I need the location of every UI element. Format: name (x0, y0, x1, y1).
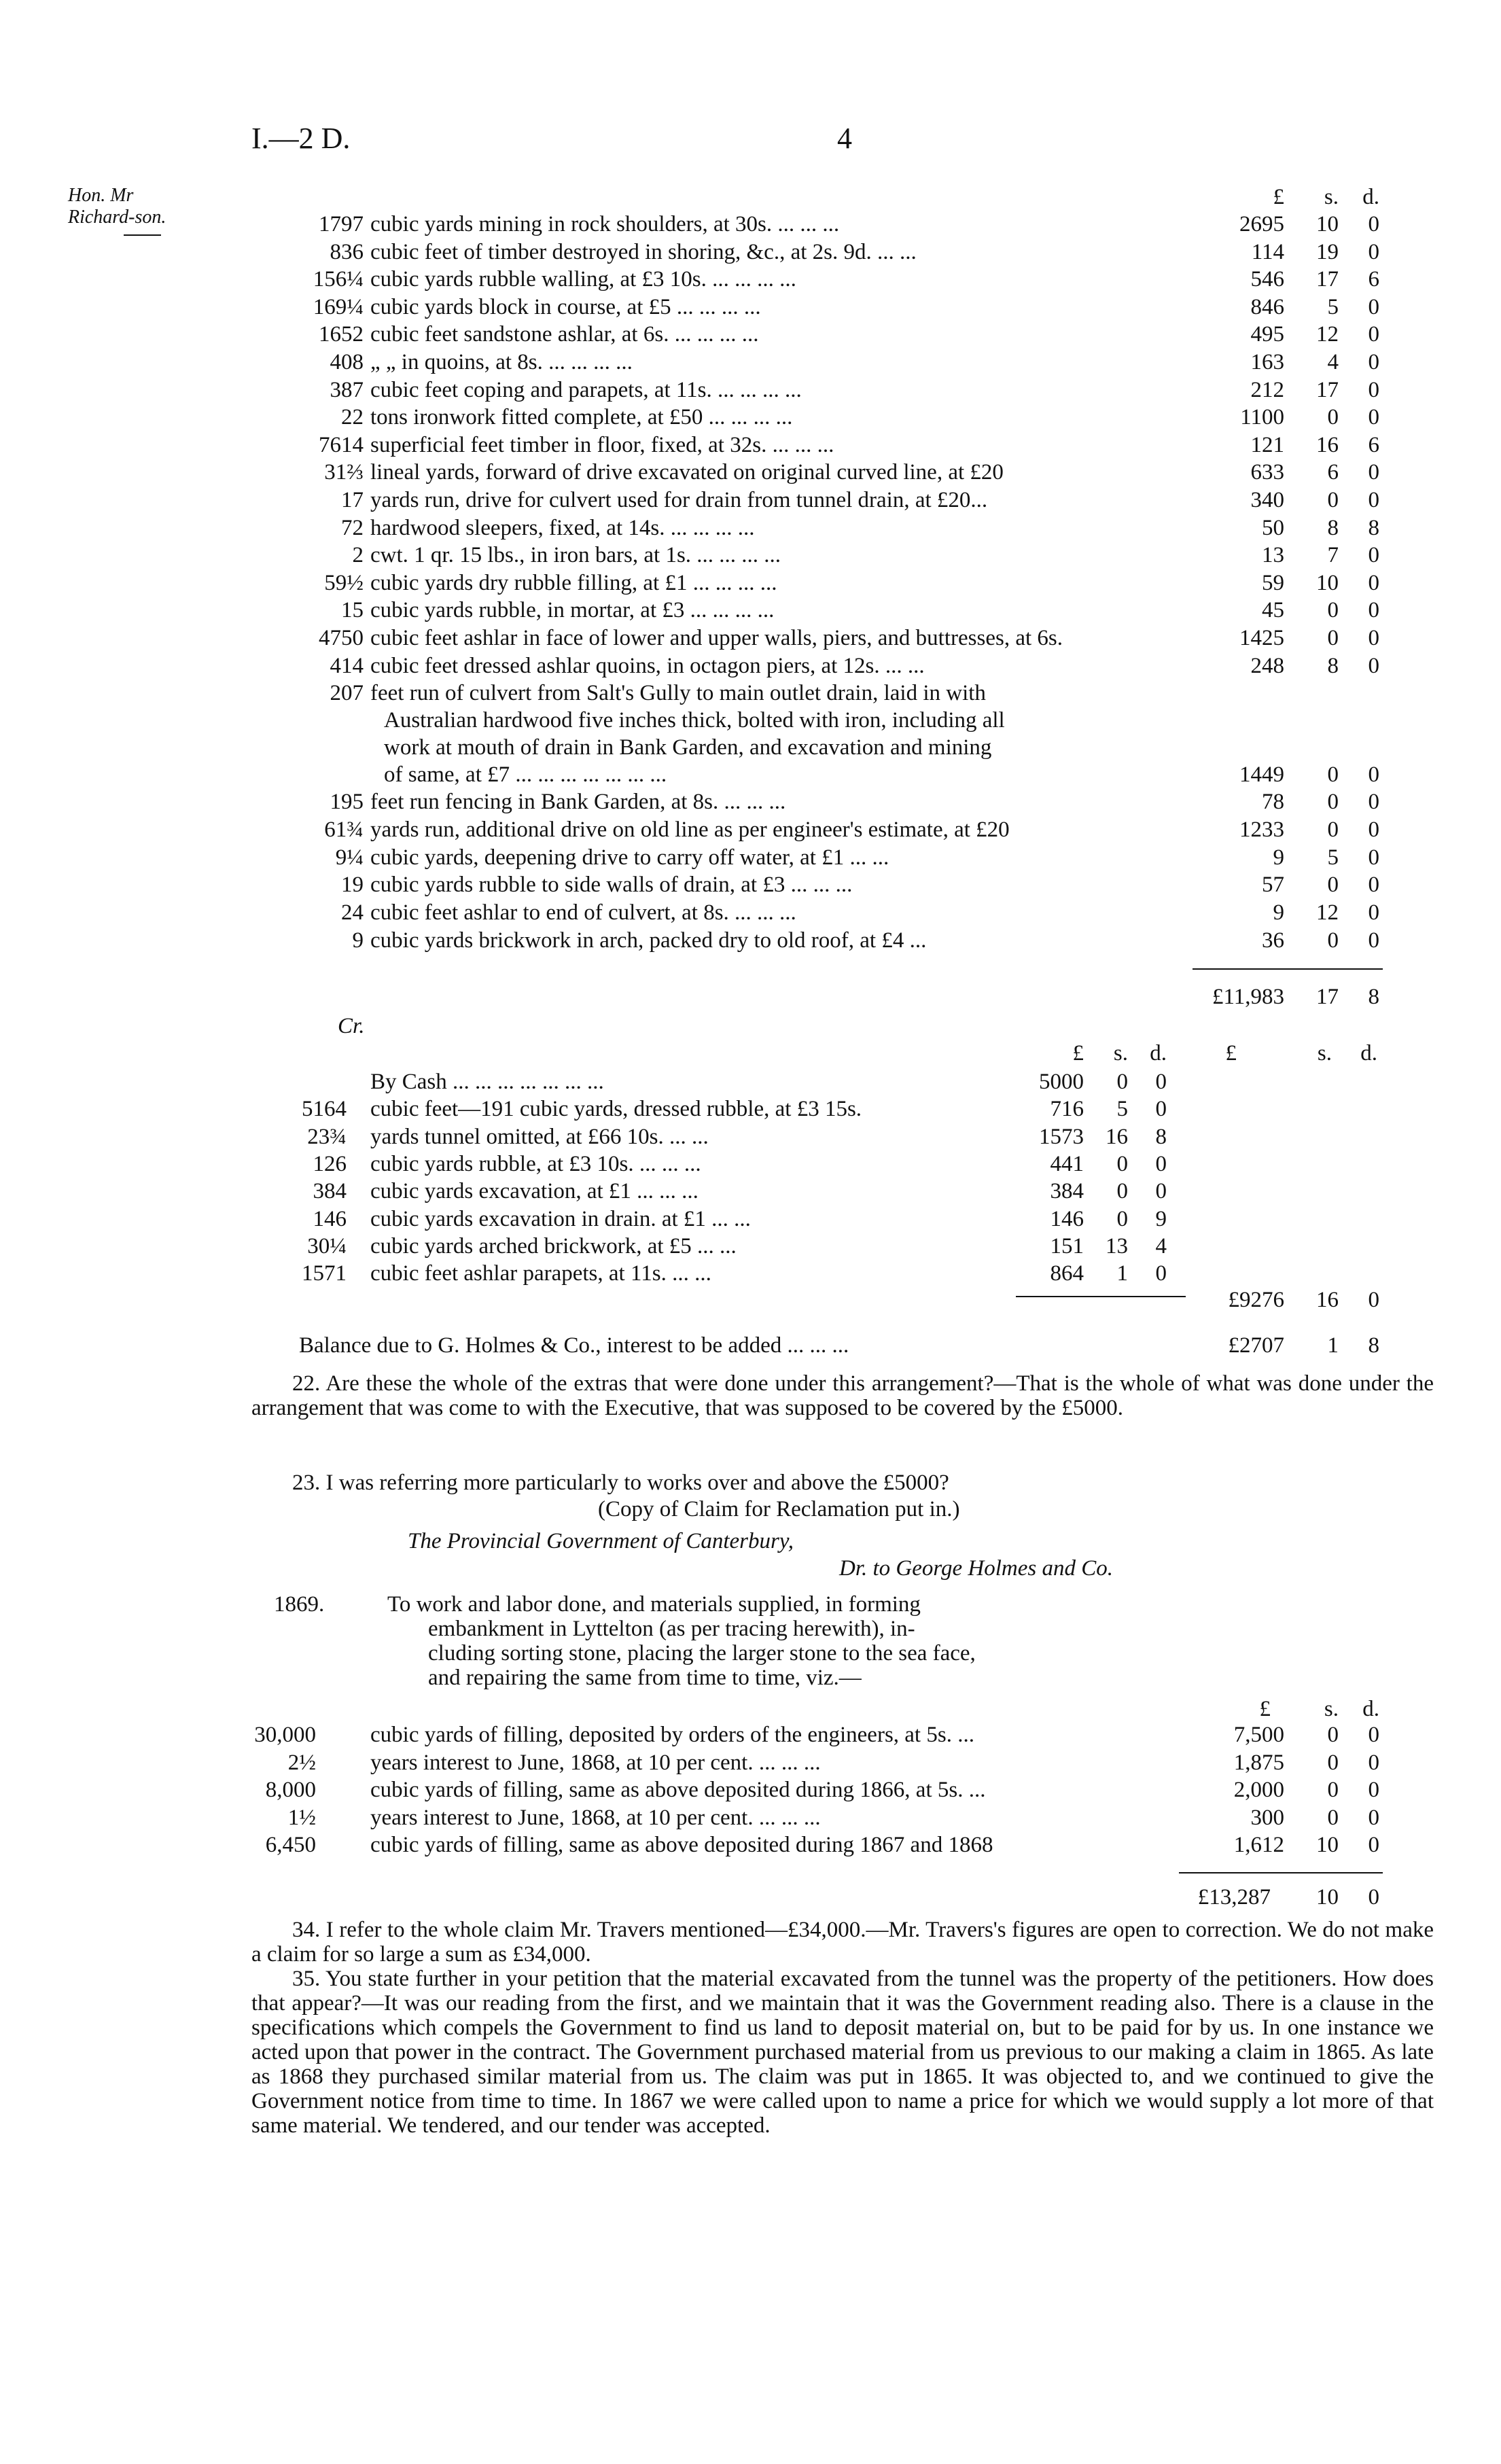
credit-row (0, 1233, 1501, 1260)
claim-row (0, 1721, 1501, 1748)
account1-qty: 2 (352, 543, 364, 568)
account1-description: cubic feet ashlar to end of culvert, at 8s. ... ... ... (370, 900, 796, 926)
account1-qty: 24 (341, 900, 364, 926)
credit-qty: 30¼ (307, 1233, 347, 1259)
account1-pounds: 212 (1250, 377, 1284, 402)
culvert-qty: 207 (330, 681, 364, 705)
account1-pounds: 78 (1262, 790, 1284, 814)
account1-pounds: 248 (1250, 653, 1284, 678)
question-23 (251, 1471, 1434, 1495)
account1-pence: 0 (1368, 377, 1379, 402)
claim-total-pence: 0 (1368, 1885, 1379, 1909)
question-34 (251, 1918, 1434, 1967)
claim-line-2: embankment in Lyttelton (as per tracing herewith), in- (428, 1617, 915, 1641)
account1-row (0, 788, 1501, 815)
credit-qty: 1571 (302, 1261, 347, 1286)
page-number: 4 (837, 122, 852, 155)
claim-pence: 0 (1368, 1778, 1379, 1802)
account1-pounds: 13 (1262, 543, 1284, 568)
account1-pence: 6 (1368, 267, 1379, 292)
account1-row (0, 899, 1501, 926)
account1-description: cubic yards rubble, in mortar, at £3 ... ... ... ... (370, 598, 775, 623)
account1-pence: 0 (1368, 350, 1379, 374)
account1-pence: 0 (1368, 488, 1379, 512)
account1-row (0, 211, 1501, 238)
account1-shillings: 0 (1327, 790, 1339, 814)
claim-description: cubic yards of filling, deposited by orders of the engineers, at 5s. ... (370, 1723, 974, 1747)
account1-shillings: 0 (1327, 488, 1339, 512)
claim-shillings: 0 (1327, 1723, 1339, 1747)
claim-pounds: 1,875 (1233, 1750, 1284, 1775)
account1-qty: 61¾ (324, 817, 364, 842)
account1-description: cubic feet dressed ashlar quoins, in octagon piers, at 12s. ... ... (370, 653, 925, 678)
claim-pounds: 2,000 (1233, 1778, 1284, 1802)
account1-description: cubic feet of timber destroyed in shoring, &c., at 2s. 9d. ... ... (370, 239, 917, 264)
account1-pence: 0 (1368, 928, 1379, 953)
account1-row (0, 239, 1501, 266)
account1-qty: 15 (341, 598, 364, 623)
question-34-text: 34. I refer to the whole claim Mr. Travers mentioned—£34,000.—Mr. Travers's figures are open to correction. We do not make a claim for so large a sum as £34,000. (251, 1918, 1434, 1967)
question-22 (251, 1371, 1434, 1420)
account1-description: cubic yards brickwork in arch, packed dry to old roof, at £4 ... (370, 928, 927, 953)
account1-qty: 31⅔ (324, 460, 364, 485)
account1-row (0, 514, 1501, 542)
account1-qty: 22 (341, 405, 364, 430)
account1-row (0, 432, 1501, 459)
claim-row (0, 1831, 1501, 1859)
credit-row (0, 1068, 1501, 1095)
credit-total-shillings: 16 (1316, 1288, 1339, 1312)
account1-qty: 1797 (319, 212, 364, 236)
credit-pounds: 384 (1050, 1179, 1084, 1204)
credit-pence: 0 (1155, 1179, 1167, 1204)
balance-shillings: 1 (1327, 1333, 1339, 1358)
account1-shillings: 0 (1327, 928, 1339, 953)
credit-pence: 9 (1155, 1206, 1167, 1231)
account1-row (0, 404, 1501, 431)
claim-row (0, 1749, 1501, 1776)
claim-currency-header (0, 1695, 1501, 1723)
account1-shillings: 19 (1316, 239, 1339, 264)
account1-description: cubic yards, deepening drive to carry off water, at £1 ... ... (370, 845, 889, 870)
culvert-pence: 0 (1368, 762, 1379, 787)
credit-row (0, 1205, 1501, 1233)
credit-pence: 0 (1155, 1070, 1167, 1094)
account1-row (0, 569, 1501, 597)
pence-header: d. (1362, 185, 1379, 209)
account1-pounds: 36 (1262, 928, 1284, 953)
account1-row (0, 927, 1501, 954)
account1-pence: 0 (1368, 322, 1379, 347)
account1-pounds: 163 (1250, 350, 1284, 374)
account1-pounds: 546 (1250, 267, 1284, 292)
account1-pounds: 50 (1262, 515, 1284, 540)
account1-qty: 7614 (319, 432, 364, 457)
account1-total (0, 983, 1501, 1010)
account1-pence: 0 (1368, 294, 1379, 319)
claim-shillings: 0 (1327, 1778, 1339, 1802)
account1-total-pounds: £11,983 (1212, 985, 1284, 1009)
credit-shillings-header: s. (1113, 1041, 1128, 1066)
credit-shillings: 0 (1116, 1151, 1128, 1176)
claim-pounds: 300 (1250, 1805, 1284, 1830)
account1-pence: 0 (1368, 873, 1379, 898)
account1-qty: 836 (330, 239, 364, 264)
claim-pounds: 7,500 (1233, 1723, 1284, 1747)
credit-pence: 0 (1155, 1261, 1167, 1286)
balance-pounds: £2707 (1228, 1333, 1284, 1358)
credit-row (0, 1123, 1501, 1150)
account1-description: cubic yards rubble walling, at £3 10s. ... ... ... ... (370, 267, 796, 292)
account1-row (0, 376, 1501, 404)
credit-pounds: 441 (1050, 1151, 1084, 1176)
credit-description: cubic feet—191 cubic yards, dressed rubble, at £3 15s. (370, 1097, 862, 1122)
account1-shillings: 4 (1327, 350, 1339, 374)
claim-shillings: 10 (1316, 1833, 1339, 1857)
account1-description: „ „ in quoins, at 8s. ... ... ... ... (370, 350, 633, 374)
account1-pence: 0 (1368, 543, 1379, 568)
account1-qty: 408 (330, 350, 364, 374)
credit-label: Cr. (338, 1014, 365, 1038)
account1-shillings: 0 (1327, 873, 1339, 898)
account1-currency-header (0, 183, 1501, 211)
culvert-pounds: 1449 (1239, 762, 1284, 787)
account1-shillings: 17 (1316, 377, 1339, 402)
account1-total-pence: 8 (1368, 985, 1379, 1009)
claim-pence-header: d. (1362, 1697, 1379, 1721)
credit-shillings: 13 (1106, 1233, 1128, 1259)
claim-line-4: and repairing the same from time to time, viz.— (428, 1666, 862, 1690)
account1-shillings: 12 (1316, 900, 1339, 926)
culvert-line-3: work at mouth of drain in Bank Garden, and excavation and mining (384, 735, 992, 760)
account1-description: lineal yards, forward of drive excavated on original curved line, at £20 (370, 460, 1004, 485)
claim-total (0, 1884, 1501, 1911)
account1-total-rule (1193, 968, 1383, 970)
account1-pounds: 1425 (1239, 626, 1284, 650)
credit-shillings: 0 (1116, 1206, 1128, 1231)
claim-shillings-header: s. (1324, 1697, 1339, 1721)
account1-qty: 17 (341, 488, 364, 512)
account1-pounds: 846 (1250, 294, 1284, 319)
claim-description: cubic yards of filling, same as above deposited during 1867 and 1868 (370, 1833, 993, 1857)
claim-pounds-header: £ (1259, 1697, 1271, 1721)
account1-description: superficial feet timber in floor, fixed, at 32s. ... ... ... (370, 432, 834, 457)
account1-row (0, 459, 1501, 486)
credit-pounds-header: £ (1072, 1041, 1084, 1066)
claim-description: years interest to June, 1868, at 10 per cent. ... ... ... (370, 1750, 821, 1775)
claim-total-rule (1179, 1872, 1383, 1873)
credit-row (0, 1178, 1501, 1205)
account1-row (0, 349, 1501, 376)
account1-pounds: 1233 (1239, 817, 1284, 842)
credit-description: cubic yards rubble, at £3 10s. ... ... ... (370, 1151, 701, 1176)
account1-description: cubic yards dry rubble filling, at £1 ... ... ... ... (370, 570, 777, 595)
account1-qty: 9¼ (335, 845, 364, 870)
account1-pence: 0 (1368, 460, 1379, 485)
culvert-line-1: feet run of culvert from Salt's Gully to main outlet drain, laid in with (370, 681, 986, 705)
account1-shillings: 5 (1327, 845, 1339, 870)
account1-description: cubic yards rubble to side walls of drain, at £3 ... ... ... (370, 873, 853, 898)
balance-text: Balance due to G. Holmes & Co., interest to be added ... ... ... (299, 1333, 849, 1358)
credit-pounds: 5000 (1039, 1070, 1084, 1094)
culvert-shillings: 0 (1327, 762, 1339, 787)
account1-qty: 387 (330, 377, 364, 402)
account1-pounds: 340 (1250, 488, 1284, 512)
culvert-line-4: of same, at £7 ... ... ... ... ... ... ... (384, 762, 667, 787)
credit-description: cubic yards arched brickwork, at £5 ... ... (370, 1233, 737, 1259)
credit-description: cubic yards excavation in drain. at £1 ... ... (370, 1206, 751, 1231)
account1-row (0, 652, 1501, 680)
account1-description: cubic feet coping and parapets, at 11s. ... ... ... ... (370, 377, 802, 402)
account1-shillings: 0 (1327, 817, 1339, 842)
credit-pounds: 864 (1050, 1261, 1084, 1286)
claim-line-3: cluding sorting stone, placing the larger stone to the sea face, (428, 1641, 976, 1666)
account1-qty: 4750 (319, 626, 364, 650)
credit-row (0, 1095, 1501, 1123)
account1-qty: 195 (330, 790, 364, 814)
account1-pence: 0 (1368, 845, 1379, 870)
claim-debtor: Dr. to George Holmes and Co. (839, 1556, 1114, 1581)
account1-pence: 0 (1368, 790, 1379, 814)
credit-description: yards tunnel omitted, at £66 10s. ... ... (370, 1124, 709, 1149)
account1-pounds: 114 (1251, 239, 1284, 264)
account1-pounds: 59 (1262, 570, 1284, 595)
question-35 (251, 1967, 1434, 2138)
credit-pence: 8 (1155, 1124, 1167, 1149)
claim-pence: 0 (1368, 1750, 1379, 1775)
credit-qty: 384 (313, 1179, 347, 1204)
account1-description: yards run, additional drive on old line as per engineer's estimate, at £20 (370, 817, 1010, 842)
account1-qty: 1652 (319, 322, 364, 347)
account1-pence: 8 (1368, 515, 1379, 540)
account1-shillings: 17 (1316, 267, 1339, 292)
claim-total-shillings: 10 (1316, 1885, 1339, 1909)
account1-row (0, 624, 1501, 652)
account1-pence: 0 (1368, 405, 1379, 430)
question-23-text: 23. I was referring more particularly to works over and above the £5000? (292, 1471, 949, 1495)
credit-pence-header: d. (1150, 1041, 1167, 1066)
account1-row (0, 487, 1501, 514)
credit-total-pounds: £9276 (1228, 1288, 1284, 1312)
account1-shillings: 10 (1316, 570, 1339, 595)
account1-description: cubic yards block in course, at £5 ... ... ... ... (370, 294, 761, 319)
claim-line-1: To work and labor done, and materials supplied, in forming (387, 1592, 921, 1617)
account1-pounds: 57 (1262, 873, 1284, 898)
account1-shillings: 0 (1327, 405, 1339, 430)
account1-description: cubic feet ashlar in face of lower and upper walls, piers, and buttresses, at 6s. (370, 626, 1063, 650)
claim-pence: 0 (1368, 1805, 1379, 1830)
balance-pence: 8 (1368, 1333, 1379, 1358)
account1-shillings: 16 (1316, 432, 1339, 457)
claim-qty: 30,000 (254, 1723, 316, 1747)
account1-row (0, 294, 1501, 321)
claim-caption: (Copy of Claim for Reclamation put in.) (598, 1497, 960, 1521)
credit-shillings: 0 (1116, 1179, 1128, 1204)
claim-row (0, 1804, 1501, 1831)
claim-qty: 8,000 (265, 1778, 316, 1802)
account1-qty: 169¼ (313, 294, 364, 319)
pounds-header: £ (1273, 185, 1284, 209)
account1-description: cubic feet sandstone ashlar, at 6s. ... ... ... ... (370, 322, 759, 347)
credit-total-pence-header: d. (1360, 1041, 1377, 1066)
account1-pence: 0 (1368, 239, 1379, 264)
claim-row (0, 1776, 1501, 1803)
credit-shillings: 0 (1116, 1070, 1128, 1094)
credit-qty: 5164 (302, 1097, 347, 1122)
account1-pounds: 2695 (1239, 212, 1284, 236)
account1-shillings: 0 (1327, 626, 1339, 650)
account1-pounds: 495 (1250, 322, 1284, 347)
account1-row (0, 266, 1501, 293)
account1-description: hardwood sleepers, fixed, at 14s. ... ... ... ... (370, 515, 755, 540)
account1-qty: 19 (341, 873, 364, 898)
claim-shillings: 0 (1327, 1750, 1339, 1775)
claim-government: The Provincial Government of Canterbury, (408, 1529, 794, 1553)
account1-row (0, 844, 1501, 871)
credit-description: cubic feet ashlar parapets, at 11s. ... ... (370, 1261, 711, 1286)
claim-description (387, 1592, 1169, 1690)
account1-qty: 156¼ (313, 267, 364, 292)
account1-pounds: 1100 (1240, 405, 1284, 430)
credit-shillings: 5 (1116, 1097, 1128, 1122)
account1-pounds: 9 (1273, 900, 1284, 926)
account1-qty: 72 (341, 515, 364, 540)
claim-pence: 0 (1368, 1833, 1379, 1857)
credit-qty: 23¾ (307, 1124, 347, 1149)
witness-margin-note: Hon. Mr Richard-son. (68, 185, 166, 228)
credit-description: By Cash ... ... ... ... ... ... ... (370, 1070, 604, 1094)
claim-shillings: 0 (1327, 1805, 1339, 1830)
claim-pounds: 1,612 (1233, 1833, 1284, 1857)
account1-pence: 0 (1368, 212, 1379, 236)
account1-pence: 0 (1368, 900, 1379, 926)
credit-description: cubic yards excavation, at £1 ... ... ... (370, 1179, 699, 1204)
credit-pence: 0 (1155, 1097, 1167, 1122)
account1-pence: 0 (1368, 817, 1379, 842)
culvert-line-2: Australian hardwood five inches thick, bolted with iron, including all (384, 708, 1005, 733)
section-reference: I.—2 D. (251, 122, 351, 155)
account1-row (0, 542, 1501, 569)
claim-description: years interest to June, 1868, at 10 per cent. ... ... ... (370, 1805, 821, 1830)
account1-pence: 0 (1368, 570, 1379, 595)
credit-currency-header (0, 1040, 1501, 1067)
claim-qty: 1½ (287, 1805, 316, 1830)
account1-description: cubic yards mining in rock shoulders, at 30s. ... ... ... (370, 212, 840, 236)
claim-qty: 6,450 (265, 1833, 316, 1857)
credit-shillings: 1 (1116, 1261, 1128, 1286)
account1-pence: 0 (1368, 626, 1379, 650)
credit-pounds: 716 (1050, 1097, 1084, 1122)
credit-pounds: 1573 (1039, 1124, 1084, 1149)
claim-qty: 2½ (287, 1750, 316, 1775)
account1-qty: 59½ (324, 570, 364, 595)
account1-row (0, 816, 1501, 843)
account1-row (0, 871, 1501, 898)
account1-description: tons ironwork fitted complete, at £50 ... ... ... ... (370, 405, 793, 430)
credit-row (0, 1150, 1501, 1178)
credit-total (0, 1286, 1501, 1314)
account1-shillings: 5 (1327, 294, 1339, 319)
account1-pence: 0 (1368, 598, 1379, 623)
credit-shillings: 16 (1106, 1124, 1128, 1149)
account1-description: yards run, drive for culvert used for drain from tunnel drain, at £20... (370, 488, 988, 512)
credit-total-pence: 0 (1368, 1288, 1379, 1312)
account1-description: cwt. 1 qr. 15 lbs., in iron bars, at 1s. ... ... ... ... (370, 543, 781, 568)
credit-qty: 146 (313, 1206, 347, 1231)
account1-pounds: 633 (1250, 460, 1284, 485)
shillings-header: s. (1324, 185, 1339, 209)
claim-pence: 0 (1368, 1723, 1379, 1747)
credit-pence: 4 (1155, 1233, 1167, 1259)
account1-shillings: 10 (1316, 212, 1339, 236)
account1-total-shillings: 17 (1316, 985, 1339, 1009)
account1-pounds: 9 (1273, 845, 1284, 870)
account1-pounds: 121 (1250, 432, 1284, 457)
account1-row (0, 597, 1501, 624)
question-22-text: 22. Are these the whole of the extras that were done under this arrangement?—That is the whole of what was done under the arrangement that was come to with the Executive, that was supposed to be covered by the £5000. (251, 1371, 1434, 1420)
credit-pounds: 151 (1050, 1233, 1084, 1259)
account1-shillings: 8 (1327, 653, 1339, 678)
credit-qty: 126 (313, 1151, 347, 1176)
balance-row (0, 1332, 1501, 1359)
account1-pounds: 45 (1262, 598, 1284, 623)
credit-pence: 0 (1155, 1151, 1167, 1176)
account1-shillings: 12 (1316, 322, 1339, 347)
account1-qty: 9 (352, 928, 364, 953)
account1-shillings: 7 (1327, 543, 1339, 568)
account1-shillings: 8 (1327, 515, 1339, 540)
account1-row (0, 321, 1501, 348)
claim-year: 1869. (274, 1592, 325, 1617)
account1-shillings: 0 (1327, 598, 1339, 623)
claim-description: cubic yards of filling, same as above deposited during 1866, at 5s. ... (370, 1778, 986, 1802)
account1-pence: 6 (1368, 432, 1379, 457)
account1-shillings: 6 (1327, 460, 1339, 485)
question-35-text: 35. You state further in your petition that the material excavated from the tunnel was the property of the petitioners. How does that appear?—It was our reading from the first, and we maintain that it was the Government reading also. There is a clause in the specifications which compels the Government to find us land to deposit material on, but to be paid for by us. In one instance we acted upon that power in the contract. The Government purchased material from us previous to our making a claim in 1865. As late as 1868 they purchased similar material from us. The claim was put in 1865. It was objected to, and we continued to give the Government notice from time to time. In 1867 we were called upon to name a price for which we would supply a lot more of that same material. We tendered, and our tender was accepted. (251, 1967, 1434, 2138)
credit-pounds: 146 (1050, 1206, 1084, 1231)
credit-row (0, 1260, 1501, 1287)
credit-total-shillings-header: s. (1317, 1041, 1332, 1066)
claim-total-pounds: £13,287 (1197, 1885, 1271, 1909)
account1-description: feet run fencing in Bank Garden, at 8s. ... ... ... (370, 790, 786, 814)
account1-qty: 414 (330, 653, 364, 678)
credit-total-pounds-header: £ (1225, 1041, 1237, 1066)
account1-pence: 0 (1368, 653, 1379, 678)
